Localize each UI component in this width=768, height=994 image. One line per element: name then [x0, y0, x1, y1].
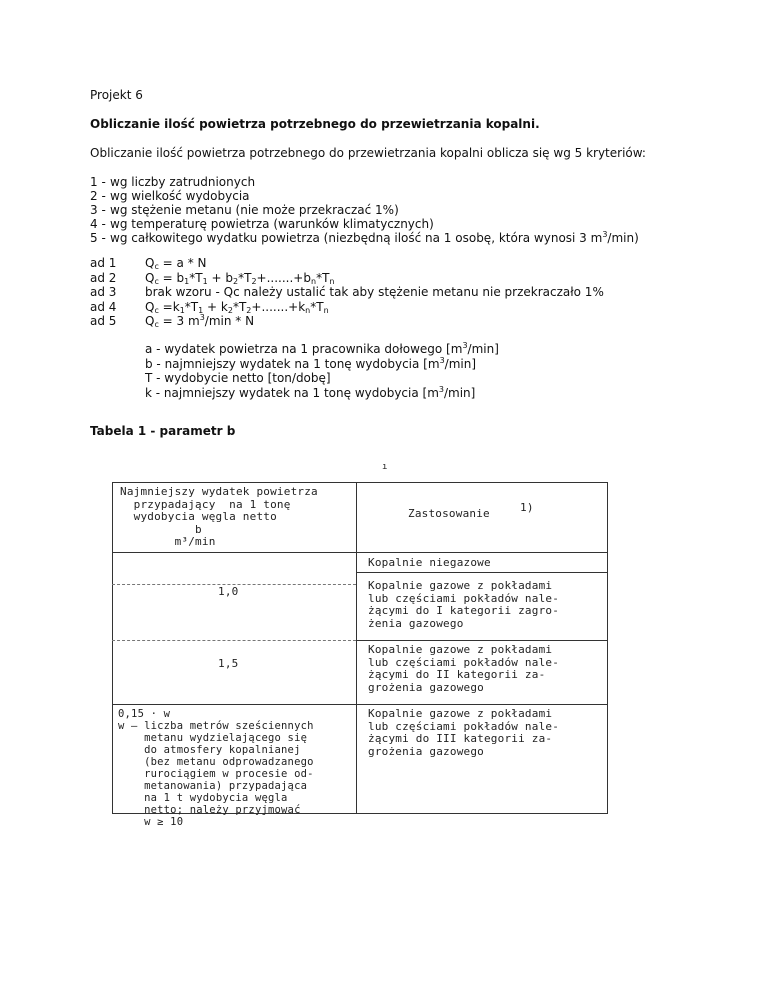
list-item: 1 - wg liczby zatrudnionych [90, 175, 256, 189]
table-cell-left: 1,0 [218, 585, 239, 598]
criteria-list [90, 175, 639, 245]
header-note: 1) [520, 501, 534, 514]
scanned-table [100, 462, 640, 842]
table-cell-right: Kopalnie niegazowe [368, 556, 491, 569]
formula-row: ad 4 $Q_c =k_1*T_1 + k_2*T_2+.......+k_n*T_n$ [90, 299, 329, 315]
scan-mark: ı [382, 462, 388, 472]
definition-item: k - najmniejszy wydatek na 1 tonę wydobycia $[m^3/\min]$ [145, 384, 476, 400]
list-item: 5 - wg całkowitego wydatku powietrza (niezbędną ilość na 1 osobę, która wynosi 3 $m^3/\min$) [90, 230, 639, 245]
table-header-divider [112, 552, 608, 553]
table-cell-left: 1,5 [218, 657, 239, 670]
formula-row: ad 5 $Q_c = 3$ $m^3/\min$ * N [90, 313, 255, 329]
list-item: 4 - wg temperaturę powietrza (warunków klimatycznych) [90, 217, 434, 231]
table-title: Tabela 1 - parametr b [90, 424, 236, 438]
header-left-cell: Najmniejszy wydatek powietrza przypadający na 1 tonę wydobycia węgla netto b m³/min [120, 485, 318, 548]
formula-5: $Q_c = 3$ $m^3/\min$ * N [145, 313, 255, 329]
header-right-cell: Zastosowanie [408, 507, 490, 520]
definition-item: a - wydatek powietrza na 1 pracownika dołowego $[m^3/\min]$ [145, 341, 499, 356]
formula-list [90, 256, 604, 329]
formula-row: ad 1 $Q_c = a * N$ [90, 256, 207, 271]
table-cell-left: 0,15 · w w – liczba metrów sześciennych metanu wydzielającego się do atmosfery kopalnianej (bez metanu odprowadzanego rurociągiem w procesie od- metanowania) przypadająca na 1 t wydobycia węgla netto; należy przyjmować w ≥ 10 [118, 708, 314, 828]
formula-row: ad 3 brak wzoru - Qc należy ustalić tak aby stężenie metanu nie przekraczało 1% [90, 285, 604, 299]
intro-text: Obliczanie ilość powietrza potrzebnego do przewietrzania kopalni oblicza się wg 5 kryteriów: [90, 146, 646, 160]
table-row-divider [356, 572, 608, 573]
page-heading: Obliczanie ilość powietrza potrzebnego do przewietrzania kopalni. [90, 117, 540, 131]
table-row-divider [112, 704, 608, 705]
formula-1: $Q_c = a * N$ [145, 256, 207, 271]
formula-2: $Q_c = b_1*T_1 + b_2*T_2+.......+b_n*T_n$ [145, 270, 335, 286]
table-column-divider [356, 482, 357, 814]
definition-item: b - najmniejszy wydatek na 1 tonę wydobycia $[m^3/\min]$ [145, 355, 477, 371]
table-scan-dash [112, 640, 356, 641]
formula-3: brak wzoru - Qc należy ustalić tak aby stężenie metanu nie przekraczało 1% [145, 285, 604, 299]
table-cell-right: Kopalnie gazowe z pokładami lub częściami pokładów nale- żącymi do III kategorii za- grożenia gazowego [368, 707, 560, 758]
table-cell-right: Kopalnie gazowe z pokładami lub częściami pokładów nale- żącymi do II kategorii za- grożenia gazowego [368, 643, 560, 694]
formula-row: ad 2 $Q_c = b_1*T_1 + b_2*T_2+.......+b_n*T_n$ [90, 270, 335, 286]
table-cell-right: Kopalnie gazowe z pokładami lub częściami pokładów nale- żącymi do I kategorii zagro- żenia gazowego [368, 579, 560, 630]
table-row-divider [356, 640, 608, 641]
list-item: 3 - wg stężenie metanu (nie może przekraczać 1%) [90, 203, 399, 217]
list-item: 2 - wg wielkość wydobycia [90, 189, 250, 203]
definitions-list [145, 342, 499, 400]
formula-4: $Q_c =k_1*T_1 + k_2*T_2+.......+k_n*T_n$ [145, 299, 329, 315]
project-label: Projekt 6 [90, 88, 143, 102]
definition-item: T - wydobycie netto [ton/dobę] [145, 371, 331, 385]
